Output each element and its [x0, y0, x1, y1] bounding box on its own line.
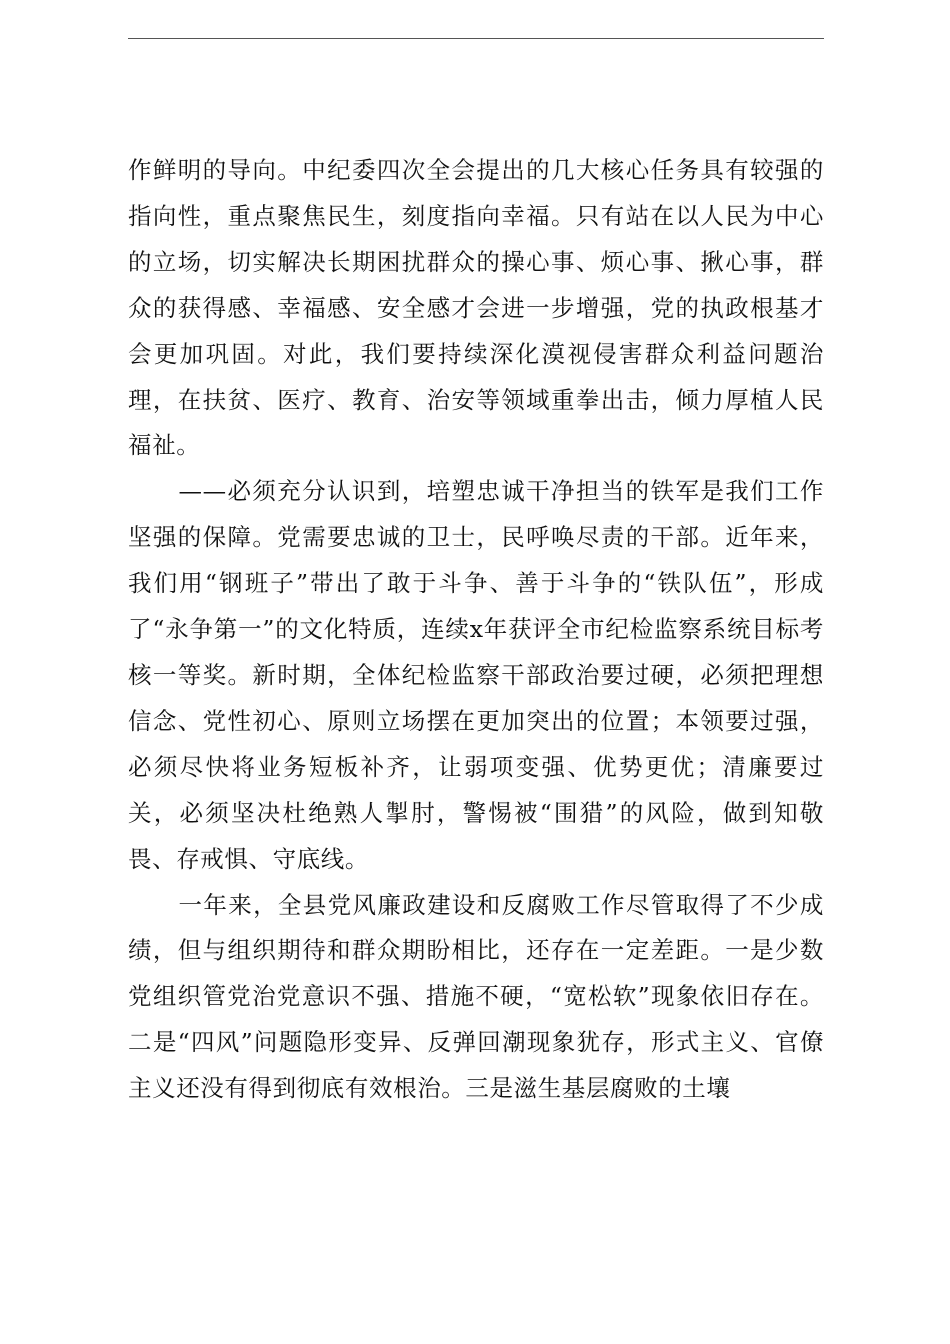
header-rule: [128, 38, 824, 39]
document-body: [128, 148, 824, 1112]
paragraph-continued: 作鲜明的导向。中纪委四次全会提出的几大核心任务具有较强的指向性，重点聚焦民生，刻度指向幸福。只有站在以人民为中心的立场，切实解决长期困扰群众的操心事、烦心事、揪心事，群众的获得感、幸福感、安全感才会进一步增强，党的执政根基才会更加巩固。对此，我们要持续深化漠视侵害群众利益问题治理，在扶贫、医疗、教育、治安等领域重拳出击，倾力厚植人民福祉。: [128, 156, 824, 460]
paragraph-shortcomings: 一年来，全县党风廉政建设和反腐败工作尽管取得了不少成绩，但与组织期待和群众期盼相比，还存在一定差距。一是少数党组织管党治党意识不强、措施不硬，“宽松软”现象依旧存在。二是“四风”问题隐形变异、反弹回潮现象犹存，形式主义、官僚主义还没有得到彻底有效根治。三是滋生基层腐败的土壤: [128, 890, 824, 1103]
paragraph-team-building: ——必须充分认识到，培塑忠诚干净担当的铁军是我们工作坚强的保障。党需要忠诚的卫士，民呼唤尽责的干部。近年来，我们用“钢班子”带出了敢于斗争、善于斗争的“铁队伍”，形成了“永争第一”的文化特质，连续x年获评全市纪检监察系统目标考核一等奖。新时期，全体纪检监察干部政治要过硬，必须把理想信念、党性初心、原则立场摆在更加突出的位置；本领要过强，必须尽快将业务短板补齐，让弱项变强、优势更优；清廉要过关，必须坚决杜绝熟人掣肘，警惕被“围猎”的风险，做到知敬畏、存戒惧、守底线。: [128, 477, 824, 873]
